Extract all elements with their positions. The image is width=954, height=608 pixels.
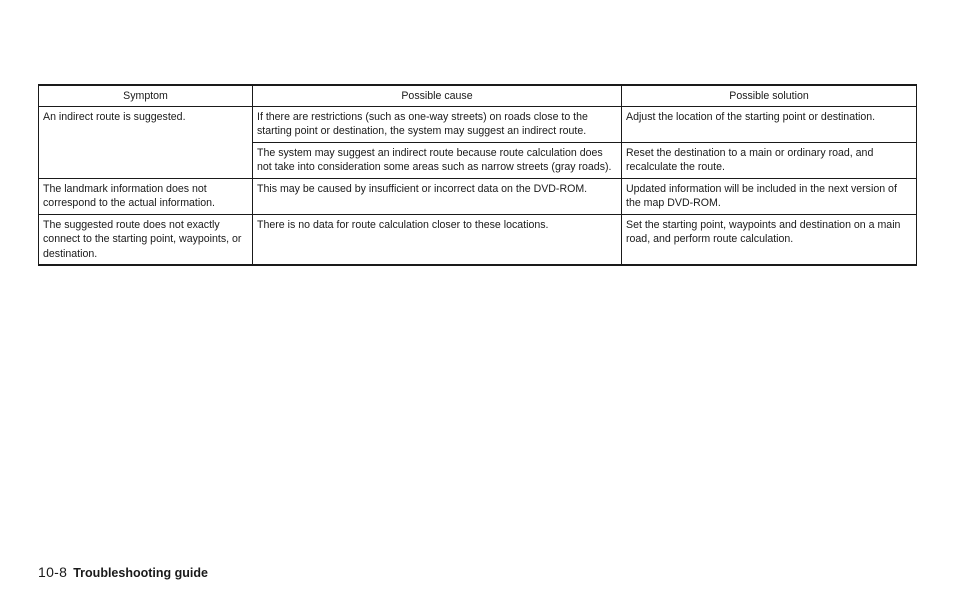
- header-possible-cause: Possible cause: [253, 85, 622, 106]
- cause-cell: There is no data for route calculation closer to these locations.: [253, 214, 622, 265]
- table-row: [39, 214, 917, 265]
- page-number: 10-8: [38, 564, 68, 580]
- page-footer: [38, 563, 208, 582]
- troubleshooting-table: [38, 84, 917, 266]
- table-row: [39, 178, 917, 214]
- cause-cell: If there are restrictions (such as one-way streets) on roads close to the starting point or destination, the system may suggest an indirect route.: [253, 106, 622, 142]
- table-header-row: [39, 85, 917, 106]
- symptom-cell: The landmark information does not correspond to the actual information.: [39, 178, 253, 214]
- header-possible-solution: Possible solution: [622, 85, 917, 106]
- symptom-cell: An indirect route is suggested.: [39, 106, 253, 178]
- cause-cell: The system may suggest an indirect route because route calculation does not take into consideration some areas such as narrow streets (gray roads).: [253, 142, 622, 178]
- solution-cell: Updated information will be included in the next version of the map DVD-ROM.: [622, 178, 917, 214]
- table-row: [39, 106, 917, 142]
- symptom-cell: The suggested route does not exactly connect to the starting point, waypoints, or destination.: [39, 214, 253, 265]
- header-symptom: Symptom: [39, 85, 253, 106]
- solution-cell: Reset the destination to a main or ordinary road, and recalculate the route.: [622, 142, 917, 178]
- section-title: Troubleshooting guide: [73, 566, 208, 580]
- solution-cell: Adjust the location of the starting point or destination.: [622, 106, 917, 142]
- cause-cell: This may be caused by insufficient or incorrect data on the DVD-ROM.: [253, 178, 622, 214]
- solution-cell: Set the starting point, waypoints and destination on a main road, and perform route calculation.: [622, 214, 917, 265]
